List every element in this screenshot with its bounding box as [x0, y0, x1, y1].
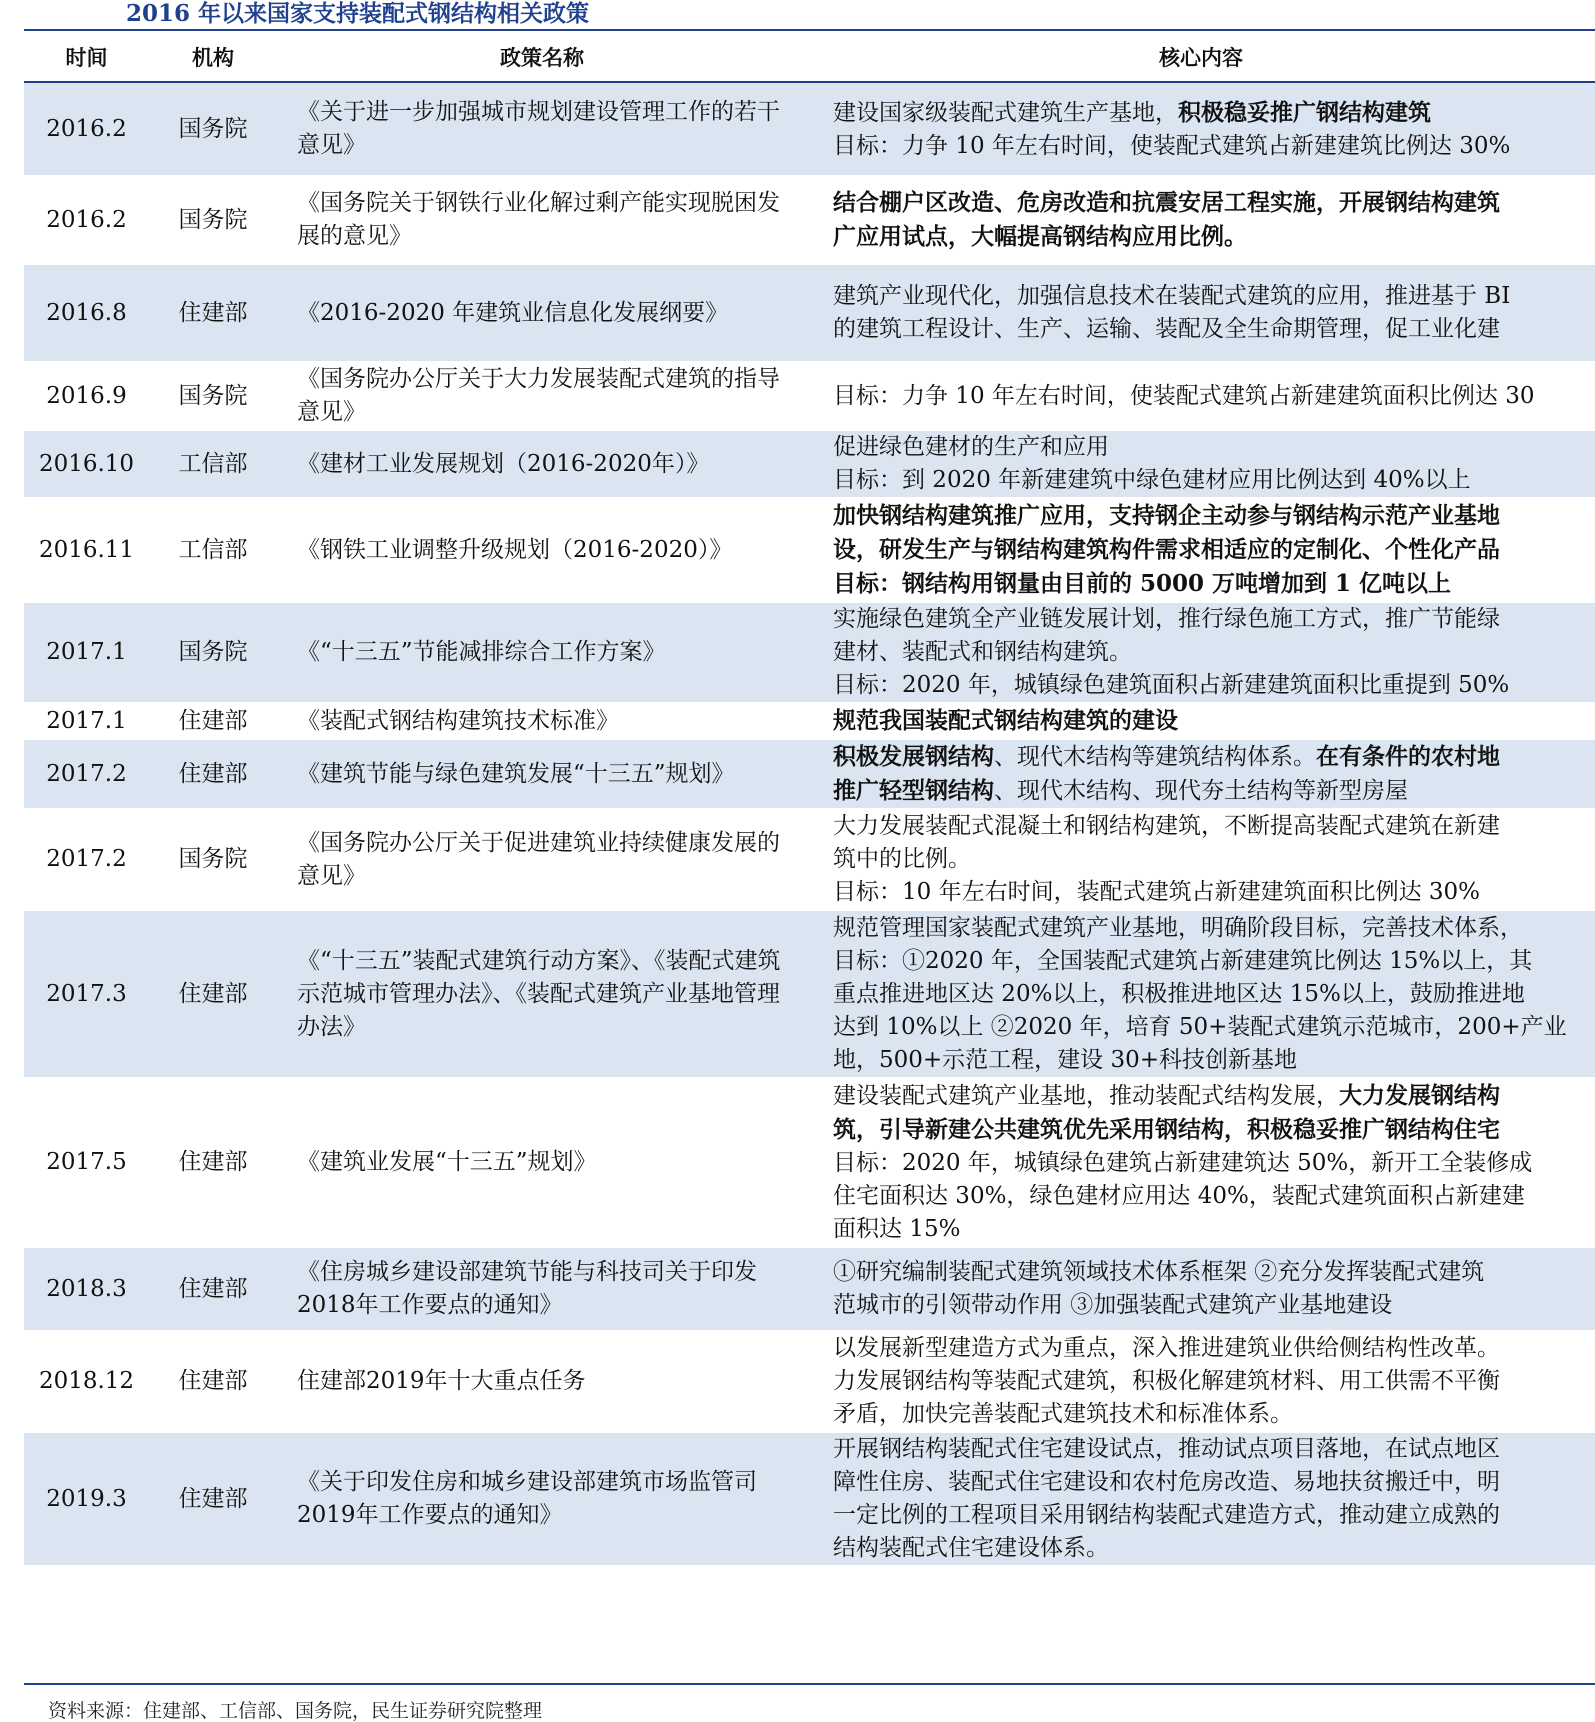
cell-org: 国务院 — [149, 82, 277, 176]
content-text: 、现代木结构等建筑结构体系。 — [994, 744, 1316, 770]
content-text: 矛盾，加快完善装配式建筑技术和标准体系。 — [833, 1401, 1293, 1427]
cell-policy-name: 《国务院关于钢铁行业化解过剩产能实现脱困发展的意见》 — [277, 176, 807, 264]
cell-policy-name: 《国务院办公厅关于大力发展装配式建筑的指导意见》 — [277, 362, 807, 430]
table-row — [24, 362, 1595, 430]
cell-org: 住建部 — [149, 1078, 277, 1247]
cell-date: 2016.8 — [24, 264, 149, 362]
content-line — [833, 130, 1595, 163]
content-text: 建筑产业现代化，加强信息技术在装配式建筑的应用，推进基于 BI — [833, 283, 1511, 309]
content-text: 住宅面积达 30%，绿色建材应用达 40%，装配式建筑面积占新建建 — [833, 1183, 1525, 1209]
cell-org: 住建部 — [149, 1247, 277, 1331]
table-row — [24, 176, 1595, 264]
content-line — [833, 464, 1595, 497]
table-row — [24, 739, 1595, 809]
cell-org: 住建部 — [149, 703, 277, 739]
cell-date: 2018.12 — [24, 1331, 149, 1432]
cell-core-content — [807, 1331, 1595, 1432]
content-line — [833, 1532, 1595, 1565]
content-text: 重点推进地区达 20%以上，积极推进地区达 15%以上，鼓励推进地 — [833, 980, 1525, 1007]
content-line — [833, 280, 1595, 313]
cell-policy-name: 《建筑业发展“十三五”规划》 — [277, 1078, 807, 1247]
content-text: 建设国家级装配式建筑生产基地， — [833, 99, 1178, 126]
content-text: 目标：2020 年，城镇绿色建筑占新建建筑达 50%，新开工全装修成 — [833, 1150, 1533, 1176]
cell-core-content — [807, 362, 1595, 430]
cell-policy-name: 《建筑节能与绿色建筑发展“十三五”规划》 — [277, 739, 807, 809]
table-row — [24, 602, 1595, 703]
content-text: 、现代木结构、现代夯土结构等新型房屋 — [994, 778, 1408, 804]
source-note: 资料来源：住建部、工信部、国务院，民生证券研究院整理 — [48, 1700, 543, 1722]
content-line — [833, 313, 1595, 346]
content-emphasis: 推广轻型钢结构 — [833, 777, 994, 804]
content-emphasis: 设，研发生产与钢结构建筑构件需求相适应的定制化、个性化产品 — [833, 536, 1500, 563]
content-line — [833, 380, 1595, 413]
content-line — [833, 533, 1595, 567]
content-text: 的建筑工程设计、生产、运输、装配及全生命期管理，促工业化建 — [833, 316, 1500, 342]
table-row — [24, 910, 1595, 1078]
content-text: 范城市的引领带动作用 ③加强装配式建筑产业基地建设 — [833, 1292, 1393, 1318]
cell-core-content — [807, 809, 1595, 910]
content-text: 目标：①2020 年，全国装配式建筑占新建建筑比例达 15%以上，其 — [833, 947, 1533, 974]
table-row — [24, 1247, 1595, 1331]
cell-core-content — [807, 1078, 1595, 1247]
cell-date: 2016.2 — [24, 82, 149, 176]
cell-core-content — [807, 602, 1595, 703]
content-line — [833, 567, 1595, 601]
content-text: 目标：10 年左右时间，装配式建筑占新建建筑面积比例达 30% — [833, 879, 1481, 905]
table-row — [24, 264, 1595, 362]
content-text: 达到 10%以上 ②2020 年，培育 50+装配式建筑示范城市，200+产业 — [833, 1013, 1567, 1040]
table-body — [24, 82, 1595, 1566]
table-row — [24, 430, 1595, 498]
content-text: 促进绿色建材的生产和应用 — [833, 434, 1109, 460]
header-row — [24, 33, 1595, 82]
content-text: 实施绿色建筑全产业链发展计划，推行绿色施工方式，推广节能绿 — [833, 606, 1500, 632]
page-title: 2016 年以来国家支持装配式钢结构相关政策 — [126, 0, 590, 27]
content-line — [833, 945, 1595, 978]
content-emphasis: 筑，引导新建公共建筑优先采用钢结构，积极稳妥推广钢结构住宅 — [833, 1116, 1500, 1143]
cell-core-content — [807, 264, 1595, 362]
cell-date: 2017.2 — [24, 739, 149, 809]
cell-date: 2016.2 — [24, 176, 149, 264]
content-line — [833, 1466, 1595, 1499]
content-text: 目标：力争 10 年左右时间，使装配式建筑占新建建筑比例达 30% — [833, 132, 1511, 159]
cell-core-content — [807, 176, 1595, 264]
content-line — [833, 1289, 1595, 1322]
content-line — [833, 186, 1595, 220]
content-text: 障性住房、装配式住宅建设和农村危房改造、易地扶贫搬迁中，明 — [833, 1469, 1500, 1495]
content-emphasis: 大力发展钢结构 — [1339, 1082, 1500, 1109]
content-emphasis: 积极发展钢结构 — [833, 743, 994, 770]
cell-org: 国务院 — [149, 602, 277, 703]
cell-org: 住建部 — [149, 1331, 277, 1432]
header-date: 时间 — [24, 33, 149, 82]
content-line — [833, 1113, 1595, 1147]
content-line — [833, 843, 1595, 876]
cell-date: 2017.2 — [24, 809, 149, 910]
cell-org: 住建部 — [149, 910, 277, 1078]
table-row — [24, 1432, 1595, 1566]
cell-policy-name: 《关于进一步加强城市规划建设管理工作的若干意见》 — [277, 82, 807, 176]
content-line — [833, 704, 1595, 738]
cell-core-content — [807, 498, 1595, 602]
cell-policy-name: 《钢铁工业调整升级规划（2016-2020）》 — [277, 498, 807, 602]
cell-date: 2017.3 — [24, 910, 149, 1078]
cell-core-content — [807, 82, 1595, 176]
content-line — [833, 1213, 1595, 1246]
header-core-content: 核心内容 — [807, 33, 1595, 82]
cell-policy-name: 《住房城乡建设部建筑节能与科技司关于印发2018年工作要点的通知》 — [277, 1247, 807, 1331]
content-text: 建设装配式建筑产业基地，推动装配式结构发展， — [833, 1083, 1339, 1109]
cell-date: 2017.5 — [24, 1078, 149, 1247]
content-text: ①研究编制装配式建筑领域技术体系框架 ②充分发挥装配式建筑 — [833, 1259, 1485, 1285]
table-bottom-rule — [24, 1683, 1595, 1685]
content-line — [833, 1147, 1595, 1180]
cell-org: 国务院 — [149, 809, 277, 910]
content-line — [833, 774, 1595, 808]
content-line — [833, 1433, 1595, 1466]
cell-org: 住建部 — [149, 264, 277, 362]
content-line — [833, 96, 1595, 130]
header-org: 机构 — [149, 33, 277, 82]
content-text: 规范管理国家装配式建筑产业基地，明确阶段目标，完善技术体系， — [833, 914, 1523, 941]
content-line — [833, 220, 1595, 254]
table-row — [24, 809, 1595, 910]
content-line — [833, 978, 1595, 1011]
cell-date: 2016.11 — [24, 498, 149, 602]
content-line — [833, 1499, 1595, 1532]
table-row — [24, 82, 1595, 176]
table-row — [24, 1078, 1595, 1247]
content-line — [833, 1180, 1595, 1213]
cell-policy-name: 住建部2019年十大重点任务 — [277, 1331, 807, 1432]
cell-date: 2016.9 — [24, 362, 149, 430]
content-emphasis: 广应用试点，大幅提高钢结构应用比例。 — [833, 223, 1247, 250]
content-text: 筑中的比例。 — [833, 846, 971, 872]
content-line — [833, 1044, 1595, 1077]
content-emphasis: 规范我国装配式钢结构建筑的建设 — [833, 707, 1178, 734]
policy-table — [24, 33, 1595, 1567]
content-line — [833, 603, 1595, 636]
cell-date: 2017.1 — [24, 602, 149, 703]
table-row — [24, 703, 1595, 739]
cell-policy-name: 《建材工业发展规划（2016-2020年）》 — [277, 430, 807, 498]
content-line — [833, 912, 1595, 945]
content-text: 力发展钢结构等装配式建筑，积极化解建筑材料、用工供需不平衡 — [833, 1368, 1500, 1394]
content-line — [833, 1256, 1595, 1289]
content-text: 开展钢结构装配式住宅建设试点，推动试点项目落地，在试点地区 — [833, 1436, 1500, 1462]
cell-org: 国务院 — [149, 176, 277, 264]
cell-date: 2018.3 — [24, 1247, 149, 1331]
content-text: 目标：力争 10 年左右时间，使装配式建筑占新建建筑面积比例达 30 — [833, 382, 1535, 409]
cell-policy-name: 《装配式钢结构建筑技术标准》 — [277, 703, 807, 739]
table-row — [24, 1331, 1595, 1432]
cell-core-content — [807, 1432, 1595, 1566]
cell-date: 2017.1 — [24, 703, 149, 739]
content-line — [833, 1398, 1595, 1431]
content-line — [833, 1332, 1595, 1365]
content-line — [833, 740, 1595, 774]
title-rule — [24, 29, 1595, 31]
cell-core-content — [807, 703, 1595, 739]
content-emphasis: 在有条件的农村地 — [1316, 743, 1500, 770]
cell-policy-name: 《“十三五”装配式建筑行动方案》、《装配式建筑示范城市管理办法》、《装配式建筑产业基地管理办法》 — [277, 910, 807, 1078]
content-line — [833, 1079, 1595, 1113]
content-line — [833, 810, 1595, 843]
header-policy-name: 政策名称 — [277, 33, 807, 82]
cell-policy-name: 《国务院办公厅关于促进建筑业持续健康发展的意见》 — [277, 809, 807, 910]
content-text: 地，500+示范工程，建设 30+科技创新基地 — [833, 1046, 1298, 1073]
cell-date: 2016.10 — [24, 430, 149, 498]
content-text: 目标：到 2020 年新建建筑中绿色建材应用比例达到 40%以上 — [833, 467, 1471, 493]
content-text: 以发展新型建造方式为重点，深入推进建筑业供给侧结构性改革。 — [833, 1335, 1500, 1361]
cell-org: 住建部 — [149, 739, 277, 809]
cell-date: 2019.3 — [24, 1432, 149, 1566]
cell-policy-name: 《关于印发住房和城乡建设部建筑市场监管司2019年工作要点的通知》 — [277, 1432, 807, 1566]
content-line — [833, 499, 1595, 533]
content-text: 结构装配式住宅建设体系。 — [833, 1535, 1109, 1561]
content-line — [833, 669, 1595, 702]
cell-core-content — [807, 1247, 1595, 1331]
content-emphasis: 加快钢结构建筑推广应用，支持钢企主动参与钢结构示范产业基地 — [833, 502, 1500, 529]
cell-core-content — [807, 910, 1595, 1078]
cell-policy-name: 《2016-2020 年建筑业信息化发展纲要》 — [277, 264, 807, 362]
cell-policy-name: 《“十三五”节能减排综合工作方案》 — [277, 602, 807, 703]
content-emphasis: 结合棚户区改造、危房改造和抗震安居工程实施，开展钢结构建筑 — [833, 189, 1500, 216]
content-text: 面积达 15% — [833, 1216, 961, 1242]
content-text: 大力发展装配式混凝土和钢结构建筑，不断提高装配式建筑在新建 — [833, 813, 1500, 839]
cell-org: 住建部 — [149, 1432, 277, 1566]
content-line — [833, 1365, 1595, 1398]
content-emphasis: 积极稳妥推广钢结构建筑 — [1178, 98, 1431, 126]
content-emphasis: 目标：钢结构用钢量由目前的 5000 万吨增加到 1 亿吨以上 — [833, 570, 1452, 597]
content-line — [833, 876, 1595, 909]
content-text: 目标：2020 年，城镇绿色建筑面积占新建建筑面积比重提到 50% — [833, 672, 1510, 698]
content-text: 建材、装配式和钢结构建筑。 — [833, 639, 1132, 665]
cell-core-content — [807, 739, 1595, 809]
table-row — [24, 498, 1595, 602]
content-line — [833, 431, 1595, 464]
cell-org: 工信部 — [149, 430, 277, 498]
content-line — [833, 636, 1595, 669]
cell-org: 工信部 — [149, 498, 277, 602]
cell-core-content — [807, 430, 1595, 498]
content-line — [833, 1011, 1595, 1044]
cell-org: 国务院 — [149, 362, 277, 430]
content-text: 一定比例的工程项目采用钢结构装配式建造方式，推动建立成熟的 — [833, 1502, 1500, 1528]
